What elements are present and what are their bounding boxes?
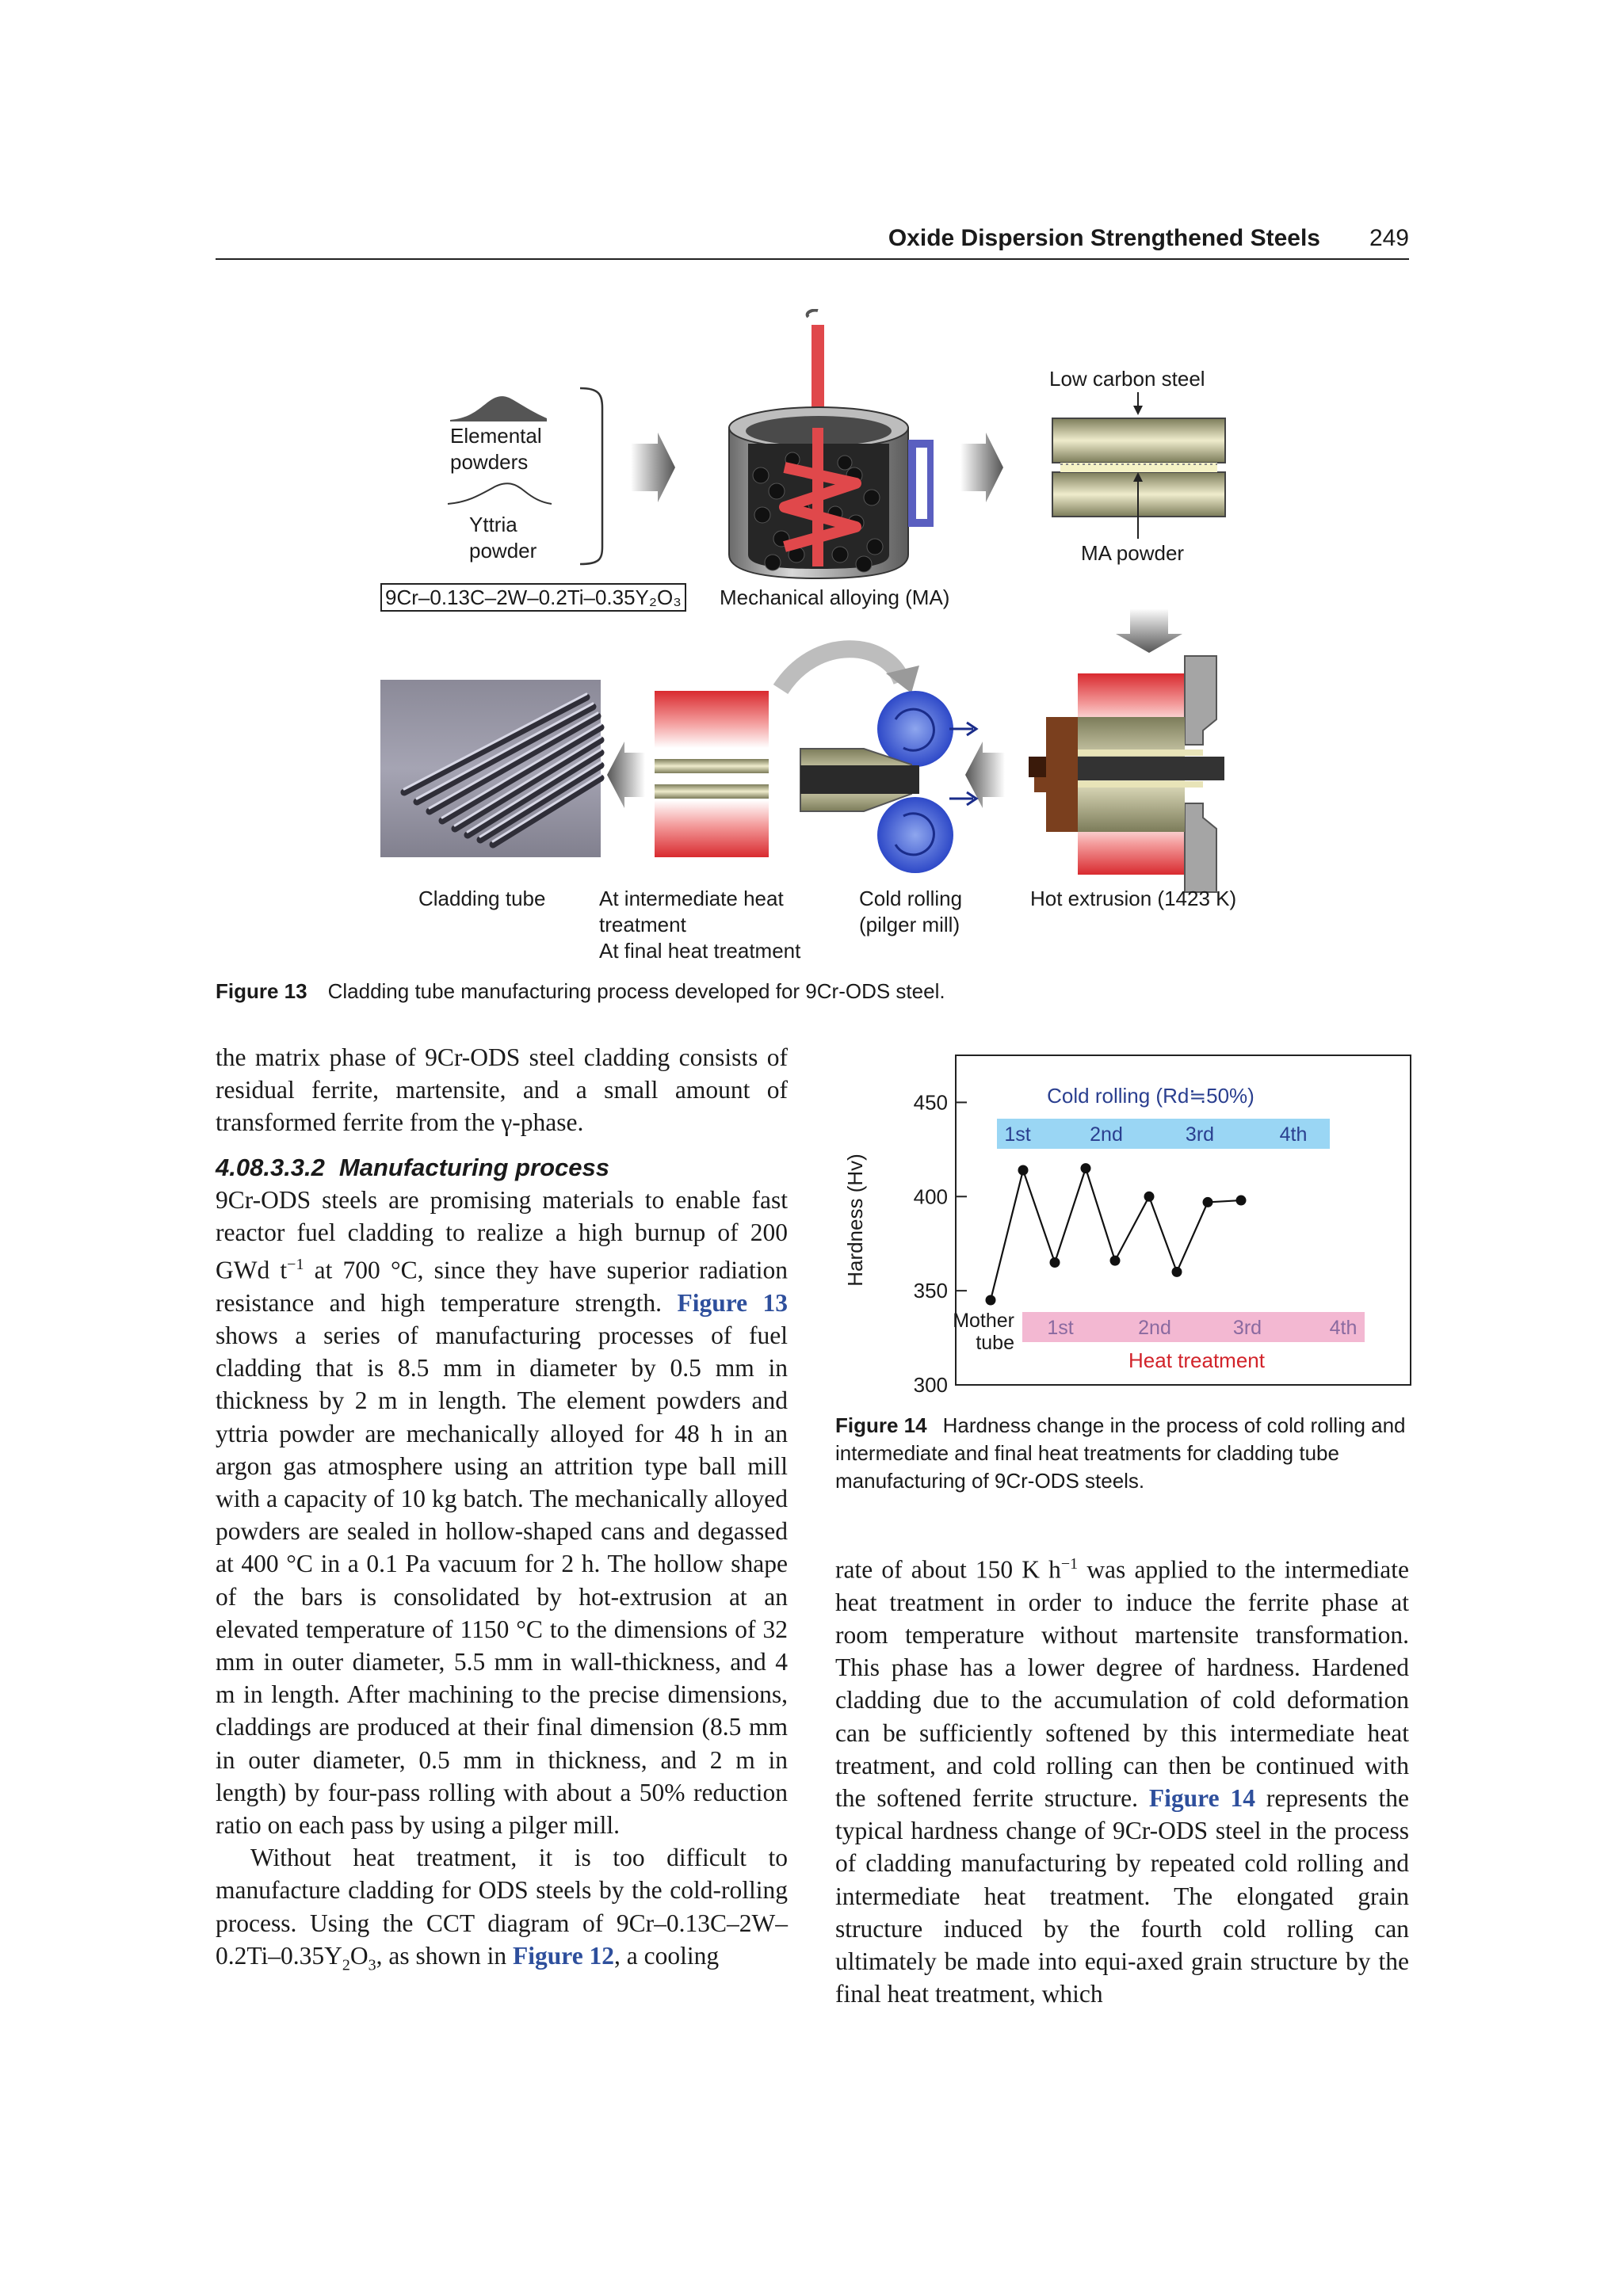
powder-brace bbox=[580, 388, 602, 564]
label-mechanical-alloying: Mechanical alloying (MA) bbox=[720, 585, 950, 609]
section-title: Manufacturing process bbox=[338, 1153, 609, 1181]
mother-tube-label: Mother bbox=[953, 1310, 1014, 1332]
figure-14-chart bbox=[835, 1054, 1414, 1402]
figure-14-link[interactable]: Figure 14 bbox=[1148, 1783, 1255, 1812]
process-arrow-down bbox=[1116, 608, 1182, 653]
process-arrow-2 bbox=[960, 433, 1003, 502]
right-column bbox=[835, 1548, 1409, 2010]
label-elemental-powders: Elemental powders bbox=[450, 424, 542, 474]
process-arrow-4 bbox=[607, 742, 645, 808]
hardness-point bbox=[1172, 1267, 1182, 1277]
label-heat-treatment: At intermediate heat treatment At final heat treatment bbox=[599, 887, 801, 963]
figure-13-caption bbox=[216, 979, 945, 1004]
hardness-point bbox=[1236, 1196, 1247, 1206]
figure-13-link[interactable]: Figure 13 bbox=[677, 1288, 789, 1317]
cold-rolling-pass-label: 1st bbox=[1004, 1123, 1031, 1146]
hardness-chart bbox=[835, 1054, 1414, 1402]
attritor-mill bbox=[729, 311, 934, 578]
hot-extrusion-press bbox=[1029, 656, 1224, 892]
process-arrow-1 bbox=[631, 433, 675, 502]
hardness-point bbox=[1110, 1256, 1121, 1266]
label-yttria-powder: Yttria powder bbox=[469, 513, 537, 563]
cladding-tube-photo bbox=[380, 680, 601, 857]
left-column bbox=[216, 1041, 788, 1981]
heat-treatment-pass-label: 4th bbox=[1329, 1317, 1358, 1339]
label-cladding-tube: Cladding tube bbox=[418, 887, 546, 910]
y-tick-label: 300 bbox=[913, 1373, 948, 1397]
y-tick-label: 350 bbox=[913, 1279, 948, 1303]
yttria-powder-shape bbox=[448, 483, 552, 504]
paragraph: Without heat treatment, it is too difficult to manufacture cladding for ODS steels by the cold-rolling process. Using the CCT diagram of $9Cr-0.13C-2W-0.2Ti-0.35Y_2O_3$, as shown in Figure 12, a cooling bbox=[216, 1844, 788, 1974]
figure-13-diagram bbox=[349, 309, 1284, 974]
running-header bbox=[216, 222, 1409, 260]
figure-14-caption bbox=[835, 1412, 1414, 1495]
label-composition: 9Cr–0.13C–2W–0.2Ti–0.35Y₂O₃ bbox=[380, 583, 686, 612]
cold-rolling-pass-label: 3rd bbox=[1185, 1123, 1215, 1146]
hardness-point bbox=[1050, 1257, 1060, 1268]
heat-treatment-band bbox=[1022, 1312, 1365, 1342]
cold-rolling-title: Cold rolling (Rd≒50%) bbox=[1047, 1084, 1254, 1108]
heat-treatment-title: Heat treatment bbox=[1128, 1348, 1265, 1372]
pilger-mill bbox=[781, 649, 976, 873]
paragraph: rate of about 150 K $h^{-1}$ was applied to the intermediate heat treatment in order to induce the ferrite phase at room temperature without martensite transformation. This phase has a lower degree of hardness. Hardened cladding due to the accumulation of cold deformation can be sufficiently softened by this intermediate heat treatment, and cold rolling can then be continued with the softened ferrite structure. Figure 14 represents the typical hardness change of 9Cr-ODS steel in the process of cladding manufacturing by repeated cold rolling and intermediate heat treatment. The elongated grain structure induced by the fourth cold rolling can ultimately be made into equi-axed grain structure by the final heat treatment, which bbox=[835, 1555, 1409, 2008]
figure-14-caption-text: Hardness change in the process of cold rolling and intermediate and final heat treatments for cladding tube manufacturing of 9Cr-ODS steels. bbox=[835, 1413, 1406, 1493]
hardness-point bbox=[1081, 1163, 1091, 1173]
label-ma-powder: MA powder bbox=[1081, 541, 1185, 565]
page-number: 249 bbox=[1369, 225, 1409, 251]
hardness-point bbox=[1203, 1197, 1213, 1207]
hardness-point bbox=[1144, 1192, 1155, 1202]
figure-12-link[interactable]: Figure 12 bbox=[513, 1941, 615, 1970]
cold-rolling-pass-label: 2nd bbox=[1090, 1123, 1123, 1146]
hardness-point bbox=[986, 1295, 996, 1306]
paragraph: the matrix phase of 9Cr-ODS steel cladding consists of residual ferrite, martensite, and a small amount of transformed ferrite from the γ-phase. bbox=[216, 1043, 788, 1137]
ma-can bbox=[1052, 392, 1225, 539]
y-axis-label: Hardness (Hv) bbox=[843, 1154, 867, 1287]
heat-treatment-pass-label: 3rd bbox=[1232, 1317, 1262, 1339]
heat-treatment-pass-label: 1st bbox=[1047, 1317, 1074, 1339]
label-low-carbon-steel: Low carbon steel bbox=[1049, 367, 1205, 391]
hardness-point bbox=[1018, 1165, 1029, 1176]
section-heading bbox=[216, 1147, 788, 1188]
figure-14-label: Figure 14 bbox=[835, 1413, 927, 1437]
y-tick-label: 450 bbox=[913, 1090, 948, 1115]
heat-treatment-furnace bbox=[655, 691, 769, 857]
figure-13-caption-text: Cladding tube manufacturing process developed for 9Cr-ODS steel. bbox=[327, 979, 945, 1003]
figure-13-label: Figure 13 bbox=[216, 979, 307, 1003]
elemental-powder-shape bbox=[450, 396, 547, 421]
label-hot-extrusion: Hot extrusion (1423 K) bbox=[1030, 887, 1237, 910]
running-title: Oxide Dispersion Strengthened Steels bbox=[888, 225, 1320, 251]
section-number: 4.08.3.3.2 bbox=[216, 1153, 325, 1181]
paragraph: 9Cr-ODS steels are promising materials to enable fast reactor fuel cladding to realize a high burnup of 200 GWd $t^{-1}$ at 700 °C, since they have superior radiation resistance and high temperature strength. Figure 13 shows a series of manufacturing processes of fuel cladding that is 8.5 mm in diameter by 0.5 mm in thickness by 2 m in length. The element powders and yttria powder are mechanically alloyed for 48 h in an argon gas atmosphere using an attrition type ball mill with a capacity of 10 kg batch. The mechanically alloyed powders are sealed in hollow-shaped cans and degassed at 400 °C in a 0.1 Pa vacuum for 2 h. The hollow shape of the bars is consolidated by hot-extrusion at an elevated temperature of 1150 °C to the dimensions of 32 mm in outer diameter, 5.5 mm in wall-thickness, and 4 m in length. After machining to the precise dimensions, claddings are produced at their final dimension (8.5 mm in outer diameter, 0.5 mm in thickness, and 2 m in length) by four-pass rolling with about a 50% reduction ratio on each pass by using a pilger mill. bbox=[216, 1185, 789, 1839]
cold-rolling-pass-label: 4th bbox=[1279, 1123, 1308, 1146]
figure-13 bbox=[349, 309, 1284, 974]
y-tick-label: 400 bbox=[913, 1184, 948, 1209]
heat-treatment-pass-label: 2nd bbox=[1138, 1317, 1171, 1339]
label-cold-rolling: Cold rolling (pilger mill) bbox=[859, 887, 963, 936]
mother-tube-label: tube bbox=[976, 1332, 1014, 1354]
